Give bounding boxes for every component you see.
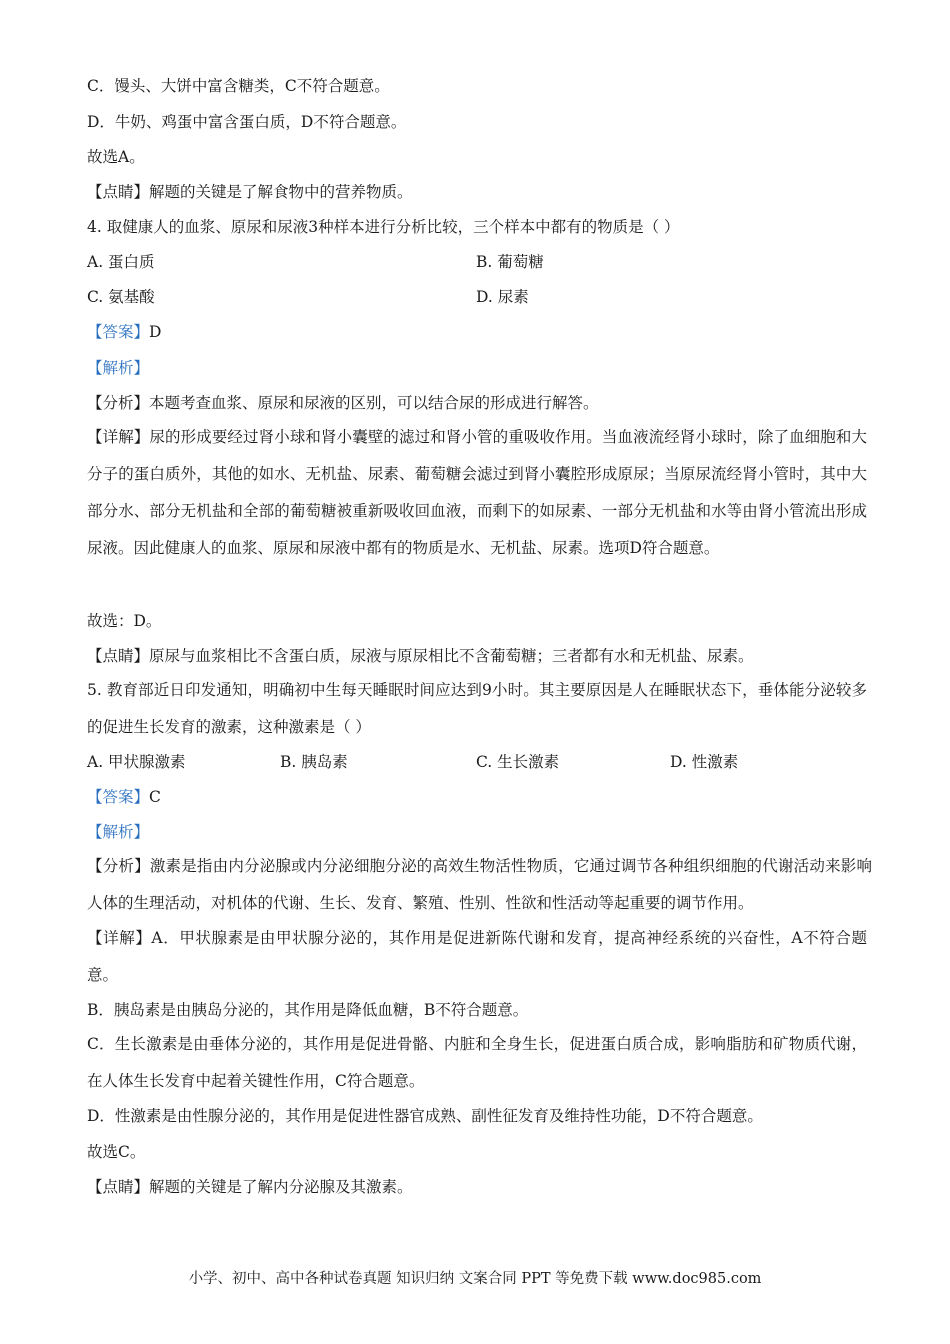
q4-option-c: C. 氨基酸 [87,288,155,306]
q4-option-b: B. 葡萄糖 [476,253,544,271]
q4-fenxi: 【分析】本题考查血浆、原尿和尿液的区别，可以结合尿的形成进行解答。 [87,394,599,412]
answer-value: C [149,788,161,806]
q5-xiangjie-c: C．生长激素是由垂体分泌的，其作用是促进骨骼、内脏和全身生长，促进蛋白质合成，影响脂肪和矿物质代谢，在人体生长发育中起着关键性作用，C符合题意。 [87,1035,867,1090]
question-5-stem: 5. 教育部近日印发通知，明确初中生每天睡眠时间应达到9小时。其主要原因是人在睡眠状态下，垂体能分泌较多的促进生长发育的激素，这种激素是（ ） [87,681,867,736]
q5-option-c: C. 生长激素 [476,753,560,771]
text-line-dianjing: 【点睛】解题的关键是了解食物中的营养物质。 [87,183,413,201]
page-footer: 小学、初中、高中各种试卷真题 知识归纳 文案合同 PPT 等免费下载 www.doc985.com [188,1271,762,1287]
q4-option-a: A. 蛋白质 [87,253,155,271]
q4-xiangjie: 【详解】尿的形成要经过肾小球和肾小囊壁的滤过和肾小管的重吸收作用。当血液流经肾小球时，除了血细胞和大分子的蛋白质外，其他的如水、无机盐、尿素、葡萄糖会滤过到肾小囊腔形成原尿；当原尿流经肾小管时，其中大部分水、部分无机盐和全部的葡萄糖被重新吸收回血液，而剩下的如尿素、一部分无机盐和水等由肾小管流出形成尿液。因此健康人的血浆、原尿和尿液中都有的物质是水、无机盐、尿素。选项D符合题意。 [87,428,867,557]
q5-option-a: A. 甲状腺激素 [87,753,186,771]
q5-xiangjie-a: 【详解】A．甲状腺素是由甲状腺分泌的，其作用是促进新陈代谢和发育，提高神经系统的兴奋性，A不符合题意。 [87,929,867,984]
answer-tag: 【答案】 [87,323,150,341]
q5-dianjing: 【点睛】解题的关键是了解内分泌腺及其激素。 [87,1178,413,1196]
text-line-d: D．牛奶、鸡蛋中富含蛋白质，D不符合题意。 [87,113,407,131]
q4-dianjing: 【点睛】原尿与血浆相比不含蛋白质，尿液与原尿相比不含葡萄糖；三者都有水和无机盐、尿素。 [87,647,754,665]
q5-option-b: B. 胰岛素 [280,753,348,771]
text-line-choice: 故选A。 [87,148,145,166]
q5-choice: 故选C。 [87,1143,146,1161]
q4-choice: 故选：D。 [87,612,162,630]
q5-fenxi: 【分析】激素是指由内分泌腺或内分泌细胞分泌的高效生物活性物质，它通过调节各种组织细胞的代谢活动来影响人体的生理活动，对机体的代谢、生长、发育、繁殖、性别、性欲和性活动等起重要的调节作用。 [87,857,872,912]
answer-tag: 【答案】 [87,788,150,806]
q5-option-d: D. 性激素 [670,753,739,771]
q5-analysis-tag: 【解析】 [87,823,150,841]
q5-xiangjie-b: B．胰岛素是由胰岛分泌的，其作用是降低血糖，B不符合题意。 [87,1001,529,1019]
question-4-stem: 4. 取健康人的血浆、原尿和尿液3种样本进行分析比较，三个样本中都有的物质是（ ） [87,218,680,236]
q4-option-d: D. 尿素 [476,288,529,306]
text-line-c: C．馒头、大饼中富含糖类，C不符合题意。 [87,77,390,95]
q5-answer [87,786,161,808]
q4-analysis-tag: 【解析】 [87,359,150,377]
q4-answer [87,321,161,343]
q5-xiangjie-d: D．性激素是由性腺分泌的，其作用是促进性器官成熟、副性征发育及维持性功能，D不符合题意。 [87,1107,763,1125]
answer-value: D [149,323,162,341]
